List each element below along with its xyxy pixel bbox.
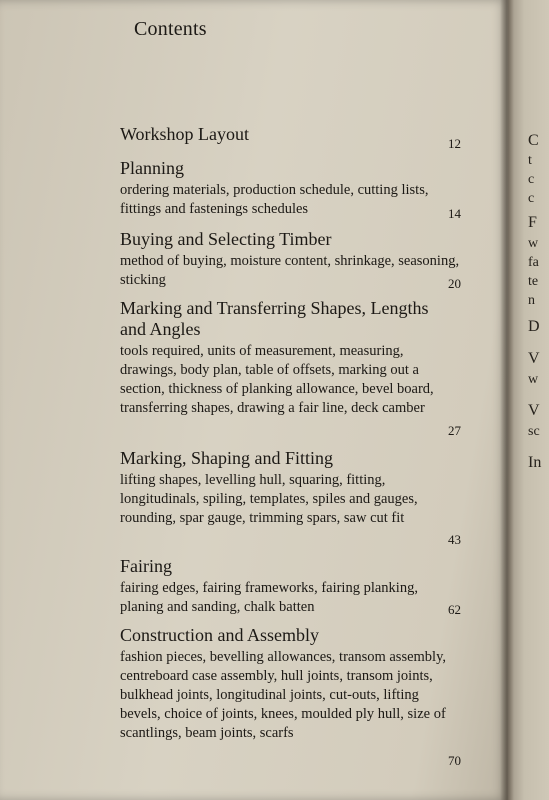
toc-entry-workshop-layout bbox=[120, 124, 460, 145]
right-page-fragment: n bbox=[528, 293, 535, 308]
right-page-fragment: w bbox=[528, 236, 539, 251]
toc-description: fashion pieces, bevelling allowances, transom assembly, centreboard case assembly, hull joints, transom joints, bulkhead joints, longitudinal joints, cut-outs, lifting bevels, choice of joints, knees, moulded ply hull, size of scantlings, beam joints, scarfs bbox=[120, 649, 447, 741]
toc-heading: Workshop Layout bbox=[120, 124, 250, 144]
right-page-fragment: fa bbox=[528, 255, 539, 270]
toc-entry-marking-shaping bbox=[120, 448, 460, 528]
right-page-fragment: c bbox=[528, 172, 535, 187]
toc-page-number: 14 bbox=[448, 206, 461, 221]
right-page-fragment: F bbox=[528, 214, 537, 231]
right-page-fragment: c bbox=[528, 191, 535, 206]
toc-heading: Construction and Assembly bbox=[120, 625, 319, 645]
toc-heading: Marking, Shaping and Fitting bbox=[120, 448, 333, 468]
right-page-fragment: D bbox=[528, 318, 540, 335]
toc-entry-construction bbox=[120, 625, 460, 743]
right-page-fragment: sc bbox=[528, 424, 540, 439]
toc-page-number: 20 bbox=[448, 276, 461, 291]
toc-heading: Planning bbox=[120, 158, 185, 178]
page-title: Contents bbox=[134, 18, 207, 40]
toc-entry-fairing bbox=[120, 556, 460, 617]
toc-page-number: 12 bbox=[448, 136, 461, 151]
toc-page-number: 70 bbox=[448, 753, 461, 768]
toc-page-number: 27 bbox=[448, 423, 461, 438]
toc-description: ordering materials, production schedule, cutting lists, fittings and fastenings schedules bbox=[120, 182, 429, 217]
book-gutter bbox=[500, 0, 514, 800]
toc-entry-planning bbox=[120, 158, 460, 219]
right-page-fragment: te bbox=[528, 274, 539, 289]
right-page-fragment: V bbox=[528, 350, 540, 367]
right-page-fragment: C bbox=[528, 132, 539, 149]
right-page-fragment: w bbox=[528, 372, 539, 387]
toc-page-number: 43 bbox=[448, 532, 461, 547]
toc-entry-buying-timber bbox=[120, 229, 460, 290]
toc-entry-marking-transferring bbox=[120, 298, 440, 418]
toc-heading: Buying and Selecting Timber bbox=[120, 229, 332, 249]
toc-description: tools required, units of measurement, measuring, drawings, body plan, table of offsets, marking out a section, thickness of planking allowance, bevel board, transferring shapes, drawing a fair line, deck camber bbox=[120, 343, 434, 416]
toc-heading: Marking and Transferring Shapes, Lengths and Angles bbox=[120, 298, 429, 339]
right-page-fragment: t bbox=[528, 153, 532, 168]
toc-page-number: 62 bbox=[448, 602, 461, 617]
right-page-edge bbox=[508, 0, 549, 800]
toc-heading: Fairing bbox=[120, 556, 172, 576]
right-page-fragment: V bbox=[528, 402, 540, 419]
toc-description: lifting shapes, levelling hull, squaring, fitting, longitudinals, spiling, templates, spiles and gauges, rounding, spar gauge, trimming spars, saw cut fit bbox=[120, 472, 418, 526]
toc-description: method of buying, moisture content, shrinkage, seasoning, sticking bbox=[120, 253, 460, 288]
toc-description: fairing edges, fairing frameworks, fairing planking, planing and sanding, chalk batten bbox=[120, 580, 418, 615]
right-page-fragment: In bbox=[528, 454, 542, 471]
